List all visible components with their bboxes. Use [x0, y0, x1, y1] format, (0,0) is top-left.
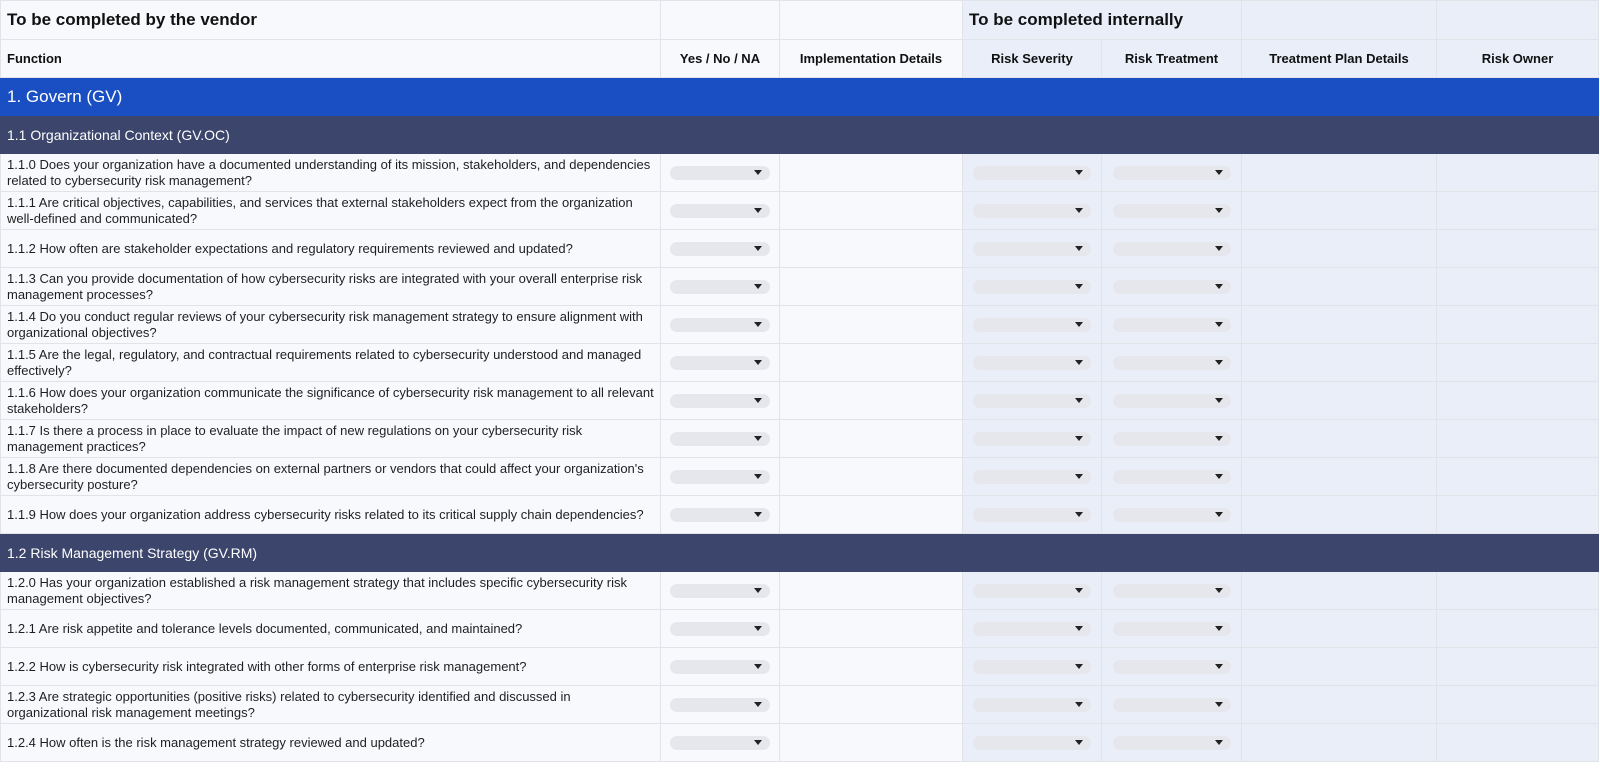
caret-down-icon — [1215, 588, 1223, 593]
question-cell[interactable] — [1, 496, 661, 534]
cell-empty — [1102, 534, 1242, 572]
dropdown-chip[interactable] — [670, 470, 770, 484]
caret-down-icon — [1075, 360, 1083, 365]
implementation-details-cell[interactable] — [780, 154, 963, 192]
cell-empty — [1102, 116, 1242, 154]
risk-severity-dropdown-cell[interactable] — [963, 610, 1102, 648]
question-text: 1.2.2 How is cybersecurity risk integrated with other forms of enterprise risk management? — [7, 658, 527, 674]
answer-dropdown-cell[interactable] — [661, 344, 780, 382]
risk-treatment-dropdown-cell[interactable] — [1102, 610, 1242, 648]
category-label: 1.2 Risk Management Strategy (GV.RM) — [1, 534, 661, 572]
risk-treatment-dropdown-cell[interactable] — [1102, 458, 1242, 496]
question-cell[interactable] — [1, 344, 661, 382]
question-cell[interactable] — [1, 686, 661, 724]
dropdown-chip[interactable] — [1113, 736, 1231, 750]
column-header-owner: Risk Owner — [1437, 40, 1599, 78]
caret-down-icon — [1075, 626, 1083, 631]
cell-empty — [661, 534, 780, 572]
question-text: 1.1.8 Are there documented dependencies on external partners or vendors that could affect your organization's cybersecurity posture? — [7, 460, 644, 492]
dropdown-chip[interactable] — [670, 318, 770, 332]
question-cell[interactable] — [1, 268, 661, 306]
caret-down-icon — [1215, 360, 1223, 365]
risk-severity-dropdown-cell[interactable] — [963, 496, 1102, 534]
treatment-plan-cell[interactable] — [1242, 382, 1437, 420]
implementation-details-cell[interactable] — [780, 344, 963, 382]
caret-down-icon — [754, 740, 762, 745]
implementation-details-cell[interactable] — [780, 458, 963, 496]
question-text: 1.1.3 Can you provide documentation of how cybersecurity risks are integrated with your overall enterprise risk management processes? — [7, 270, 643, 302]
answer-dropdown-cell[interactable] — [661, 230, 780, 268]
cell-empty — [1437, 534, 1599, 572]
caret-down-icon — [754, 588, 762, 593]
treatment-plan-cell[interactable] — [1242, 420, 1437, 458]
caret-down-icon — [754, 512, 762, 517]
column-header-answer: Yes / No / NA — [661, 40, 780, 78]
answer-dropdown-cell[interactable] — [661, 268, 780, 306]
dropdown-chip[interactable] — [1113, 622, 1231, 636]
question-text: 1.1.0 Does your organization have a documented understanding of its mission, stakeholders, and dependencies related to cybersecurity risk management? — [7, 156, 651, 188]
treatment-plan-cell[interactable] — [1242, 344, 1437, 382]
question-text: 1.2.1 Are risk appetite and tolerance levels documented, communicated, and maintained? — [7, 620, 523, 636]
question-cell[interactable] — [1, 154, 661, 192]
risk-treatment-dropdown-cell[interactable] — [1102, 230, 1242, 268]
dropdown-chip[interactable] — [973, 242, 1091, 256]
caret-down-icon — [1075, 702, 1083, 707]
column-header-treatment: Risk Treatment — [1102, 40, 1242, 78]
question-row — [1, 648, 1599, 686]
dropdown-chip[interactable] — [1113, 508, 1231, 522]
column-header-row — [1, 40, 1599, 78]
risk-treatment-dropdown-cell[interactable] — [1102, 420, 1242, 458]
cell-empty — [963, 534, 1102, 572]
dropdown-chip[interactable] — [1113, 470, 1231, 484]
caret-down-icon — [1215, 170, 1223, 175]
dropdown-chip[interactable] — [1113, 432, 1231, 446]
dropdown-chip[interactable] — [1113, 660, 1231, 674]
caret-down-icon — [1215, 664, 1223, 669]
treatment-plan-cell[interactable] — [1242, 458, 1437, 496]
caret-down-icon — [754, 664, 762, 669]
caret-down-icon — [754, 436, 762, 441]
caret-down-icon — [1215, 436, 1223, 441]
caret-down-icon — [1075, 664, 1083, 669]
caret-down-icon — [1075, 398, 1083, 403]
dropdown-chip[interactable] — [973, 318, 1091, 332]
caret-down-icon — [1215, 702, 1223, 707]
cell-empty — [780, 534, 963, 572]
caret-down-icon — [1215, 474, 1223, 479]
risk-severity-dropdown-cell[interactable] — [963, 648, 1102, 686]
question-text: 1.1.1 Are critical objectives, capabilities, and services that external stakeholders expect from the organization well-defined and communicated? — [7, 194, 633, 226]
question-row — [1, 382, 1599, 420]
risk-treatment-dropdown-cell[interactable] — [1102, 648, 1242, 686]
implementation-details-cell[interactable] — [780, 306, 963, 344]
implementation-details-cell[interactable] — [780, 648, 963, 686]
dropdown-chip[interactable] — [670, 736, 770, 750]
risk-severity-dropdown-cell[interactable] — [963, 724, 1102, 762]
question-row — [1, 344, 1599, 382]
answer-dropdown-cell[interactable] — [661, 686, 780, 724]
risk-treatment-dropdown-cell[interactable] — [1102, 268, 1242, 306]
question-cell[interactable] — [1, 306, 661, 344]
risk-owner-cell[interactable] — [1437, 648, 1599, 686]
question-row — [1, 154, 1599, 192]
column-header-function: Function — [1, 40, 661, 78]
caret-down-icon — [1215, 284, 1223, 289]
question-row — [1, 686, 1599, 724]
caret-down-icon — [754, 170, 762, 175]
question-row — [1, 268, 1599, 306]
treatment-plan-cell[interactable] — [1242, 572, 1437, 610]
cell-empty — [963, 116, 1102, 154]
caret-down-icon — [1215, 512, 1223, 517]
question-cell[interactable] — [1, 648, 661, 686]
dropdown-chip[interactable] — [670, 660, 770, 674]
cell-empty — [1437, 116, 1599, 154]
dropdown-chip[interactable] — [973, 280, 1091, 294]
question-text: 1.1.4 Do you conduct regular reviews of your cybersecurity risk management strategy to ensure alignment with organizational objectives? — [7, 308, 643, 340]
dropdown-chip[interactable] — [670, 204, 770, 218]
risk-treatment-dropdown-cell[interactable] — [1102, 344, 1242, 382]
caret-down-icon — [1215, 626, 1223, 631]
answer-dropdown-cell[interactable] — [661, 192, 780, 230]
risk-treatment-dropdown-cell[interactable] — [1102, 382, 1242, 420]
dropdown-chip[interactable] — [1113, 318, 1231, 332]
category-row — [1, 534, 1599, 572]
risk-severity-dropdown-cell[interactable] — [963, 306, 1102, 344]
caret-down-icon — [1075, 740, 1083, 745]
question-row — [1, 306, 1599, 344]
implementation-details-cell[interactable] — [780, 610, 963, 648]
caret-down-icon — [1075, 474, 1083, 479]
risk-owner-cell[interactable] — [1437, 382, 1599, 420]
question-cell[interactable] — [1, 572, 661, 610]
risk-treatment-dropdown-cell[interactable] — [1102, 572, 1242, 610]
caret-down-icon — [1075, 208, 1083, 213]
question-row — [1, 192, 1599, 230]
question-row — [1, 458, 1599, 496]
dropdown-chip[interactable] — [1113, 356, 1231, 370]
dropdown-chip[interactable] — [1113, 166, 1231, 180]
caret-down-icon — [1075, 588, 1083, 593]
implementation-details-cell[interactable] — [780, 382, 963, 420]
dropdown-chip[interactable] — [670, 508, 770, 522]
question-text: 1.1.5 Are the legal, regulatory, and contractual requirements related to cybersecurity understood and managed effectively? — [7, 346, 642, 378]
question-text: 1.1.9 How does your organization address cybersecurity risks related to its critical supply chain dependencies? — [7, 506, 644, 522]
caret-down-icon — [754, 208, 762, 213]
dropdown-chip[interactable] — [973, 698, 1091, 712]
caret-down-icon — [1215, 398, 1223, 403]
treatment-plan-cell[interactable] — [1242, 724, 1437, 762]
caret-down-icon — [754, 626, 762, 631]
implementation-details-cell[interactable] — [780, 686, 963, 724]
risk-treatment-dropdown-cell[interactable] — [1102, 496, 1242, 534]
risk-owner-cell[interactable] — [1437, 344, 1599, 382]
caret-down-icon — [1075, 246, 1083, 251]
dropdown-chip[interactable] — [1113, 242, 1231, 256]
dropdown-chip[interactable] — [670, 584, 770, 598]
risk-owner-cell[interactable] — [1437, 610, 1599, 648]
question-text: 1.2.0 Has your organization established a risk management strategy that includes specific cybersecurity risk management objectives? — [7, 574, 627, 606]
dropdown-chip[interactable] — [670, 622, 770, 636]
dropdown-chip[interactable] — [1113, 280, 1231, 294]
caret-down-icon — [1215, 208, 1223, 213]
answer-dropdown-cell[interactable] — [661, 382, 780, 420]
risk-severity-dropdown-cell[interactable] — [963, 344, 1102, 382]
caret-down-icon — [754, 398, 762, 403]
treatment-plan-cell[interactable] — [1242, 268, 1437, 306]
cell-empty[interactable] — [661, 1, 780, 40]
caret-down-icon — [1215, 322, 1223, 327]
cell-empty — [780, 116, 963, 154]
risk-owner-cell[interactable] — [1437, 572, 1599, 610]
answer-dropdown-cell[interactable] — [661, 496, 780, 534]
risk-severity-dropdown-cell[interactable] — [963, 686, 1102, 724]
question-cell[interactable] — [1, 420, 661, 458]
question-cell[interactable] — [1, 192, 661, 230]
dropdown-chip[interactable] — [670, 698, 770, 712]
risk-treatment-dropdown-cell[interactable] — [1102, 686, 1242, 724]
treatment-plan-cell[interactable] — [1242, 610, 1437, 648]
answer-dropdown-cell[interactable] — [661, 306, 780, 344]
answer-dropdown-cell[interactable] — [661, 610, 780, 648]
dropdown-chip[interactable] — [670, 356, 770, 370]
dropdown-chip[interactable] — [670, 280, 770, 294]
question-cell[interactable] — [1, 382, 661, 420]
risk-owner-cell[interactable] — [1437, 458, 1599, 496]
caret-down-icon — [754, 474, 762, 479]
column-header-severity: Risk Severity — [963, 40, 1102, 78]
dropdown-chip[interactable] — [670, 394, 770, 408]
dropdown-chip[interactable] — [670, 432, 770, 446]
dropdown-chip[interactable] — [973, 736, 1091, 750]
treatment-plan-cell[interactable] — [1242, 686, 1437, 724]
risk-owner-cell[interactable] — [1437, 420, 1599, 458]
caret-down-icon — [1075, 170, 1083, 175]
implementation-details-cell[interactable] — [780, 496, 963, 534]
risk-severity-dropdown-cell[interactable] — [963, 382, 1102, 420]
dropdown-chip[interactable] — [973, 432, 1091, 446]
answer-dropdown-cell[interactable] — [661, 154, 780, 192]
risk-severity-dropdown-cell[interactable] — [963, 572, 1102, 610]
caret-down-icon — [754, 360, 762, 365]
dropdown-chip[interactable] — [1113, 394, 1231, 408]
risk-owner-cell[interactable] — [1437, 230, 1599, 268]
answer-dropdown-cell[interactable] — [661, 648, 780, 686]
risk-severity-dropdown-cell[interactable] — [963, 230, 1102, 268]
answer-dropdown-cell[interactable] — [661, 458, 780, 496]
column-header-implementation: Implementation Details — [780, 40, 963, 78]
risk-severity-dropdown-cell[interactable] — [963, 458, 1102, 496]
dropdown-chip[interactable] — [1113, 584, 1231, 598]
question-text: 1.1.2 How often are stakeholder expectations and regulatory requirements reviewed and updated? — [7, 240, 573, 256]
implementation-details-cell[interactable] — [780, 572, 963, 610]
treatment-plan-cell[interactable] — [1242, 496, 1437, 534]
cell-empty — [1242, 534, 1437, 572]
dropdown-chip[interactable] — [973, 622, 1091, 636]
risk-owner-cell[interactable] — [1437, 306, 1599, 344]
caret-down-icon — [1075, 284, 1083, 289]
risk-severity-dropdown-cell[interactable] — [963, 192, 1102, 230]
answer-dropdown-cell[interactable] — [661, 420, 780, 458]
caret-down-icon — [1075, 436, 1083, 441]
risk-owner-cell[interactable] — [1437, 154, 1599, 192]
risk-owner-cell[interactable] — [1437, 724, 1599, 762]
dropdown-chip[interactable] — [973, 508, 1091, 522]
question-row — [1, 230, 1599, 268]
treatment-plan-cell[interactable] — [1242, 230, 1437, 268]
risk-owner-cell[interactable] — [1437, 686, 1599, 724]
cell-empty[interactable] — [780, 1, 963, 40]
dropdown-chip[interactable] — [670, 242, 770, 256]
treatment-plan-cell[interactable] — [1242, 306, 1437, 344]
cell-empty — [1242, 116, 1437, 154]
question-cell[interactable] — [1, 458, 661, 496]
risk-owner-cell[interactable] — [1437, 268, 1599, 306]
dropdown-chip[interactable] — [670, 166, 770, 180]
question-text: 1.2.4 How often is the risk management strategy reviewed and updated? — [7, 734, 425, 750]
risk-owner-cell[interactable] — [1437, 192, 1599, 230]
treatment-plan-cell[interactable] — [1242, 192, 1437, 230]
dropdown-chip[interactable] — [1113, 204, 1231, 218]
question-row — [1, 724, 1599, 762]
caret-down-icon — [1075, 322, 1083, 327]
dropdown-chip[interactable] — [1113, 698, 1231, 712]
dropdown-chip[interactable] — [973, 584, 1091, 598]
question-cell[interactable] — [1, 610, 661, 648]
section-header-row — [1, 1, 1599, 40]
cell-empty — [661, 116, 780, 154]
vendor-section-title: To be completed by the vendor — [1, 1, 661, 40]
caret-down-icon — [754, 322, 762, 327]
risk-treatment-dropdown-cell[interactable] — [1102, 154, 1242, 192]
caret-down-icon — [1215, 246, 1223, 251]
dropdown-chip[interactable] — [973, 470, 1091, 484]
risk-treatment-dropdown-cell[interactable] — [1102, 724, 1242, 762]
caret-down-icon — [754, 246, 762, 251]
dropdown-chip[interactable] — [973, 204, 1091, 218]
risk-owner-cell[interactable] — [1437, 496, 1599, 534]
category-row — [1, 116, 1599, 154]
answer-dropdown-cell[interactable] — [661, 724, 780, 762]
dropdown-chip[interactable] — [973, 166, 1091, 180]
risk-treatment-dropdown-cell[interactable] — [1102, 306, 1242, 344]
answer-dropdown-cell[interactable] — [661, 572, 780, 610]
risk-severity-dropdown-cell[interactable] — [963, 268, 1102, 306]
internal-section-title: To be completed internally — [963, 1, 1242, 40]
caret-down-icon — [754, 702, 762, 707]
question-row — [1, 420, 1599, 458]
question-text: 1.1.7 Is there a process in place to evaluate the impact of new regulations on your cybersecurity risk management practices? — [7, 422, 583, 454]
question-row — [1, 572, 1599, 610]
dropdown-chip[interactable] — [973, 660, 1091, 674]
caret-down-icon — [754, 284, 762, 289]
risk-severity-dropdown-cell[interactable] — [963, 154, 1102, 192]
question-cell[interactable] — [1, 724, 661, 762]
implementation-details-cell[interactable] — [780, 230, 963, 268]
question-row — [1, 610, 1599, 648]
implementation-details-cell[interactable] — [780, 268, 963, 306]
question-text: 1.2.3 Are strategic opportunities (positive risks) related to cybersecurity identified and discussed in organizational risk management meetings? — [7, 688, 571, 720]
cell-empty[interactable] — [1242, 1, 1437, 40]
category-label: 1.1 Organizational Context (GV.OC) — [1, 116, 661, 154]
risk-treatment-dropdown-cell[interactable] — [1102, 192, 1242, 230]
dropdown-chip[interactable] — [973, 356, 1091, 370]
column-header-plan: Treatment Plan Details — [1242, 40, 1437, 78]
treatment-plan-cell[interactable] — [1242, 154, 1437, 192]
risk-severity-dropdown-cell[interactable] — [963, 420, 1102, 458]
caret-down-icon — [1215, 740, 1223, 745]
caret-down-icon — [1075, 512, 1083, 517]
implementation-details-cell[interactable] — [780, 724, 963, 762]
cell-empty[interactable] — [1437, 1, 1599, 40]
treatment-plan-cell[interactable] — [1242, 648, 1437, 686]
implementation-details-cell[interactable] — [780, 420, 963, 458]
function-row — [1, 78, 1599, 116]
question-cell[interactable] — [1, 230, 661, 268]
question-row — [1, 496, 1599, 534]
function-label: 1. Govern (GV) — [1, 78, 661, 116]
question-text: 1.1.6 How does your organization communicate the significance of cybersecurity risk management to all relevant stakeholders? — [7, 384, 654, 416]
dropdown-chip[interactable] — [973, 394, 1091, 408]
implementation-details-cell[interactable] — [780, 192, 963, 230]
